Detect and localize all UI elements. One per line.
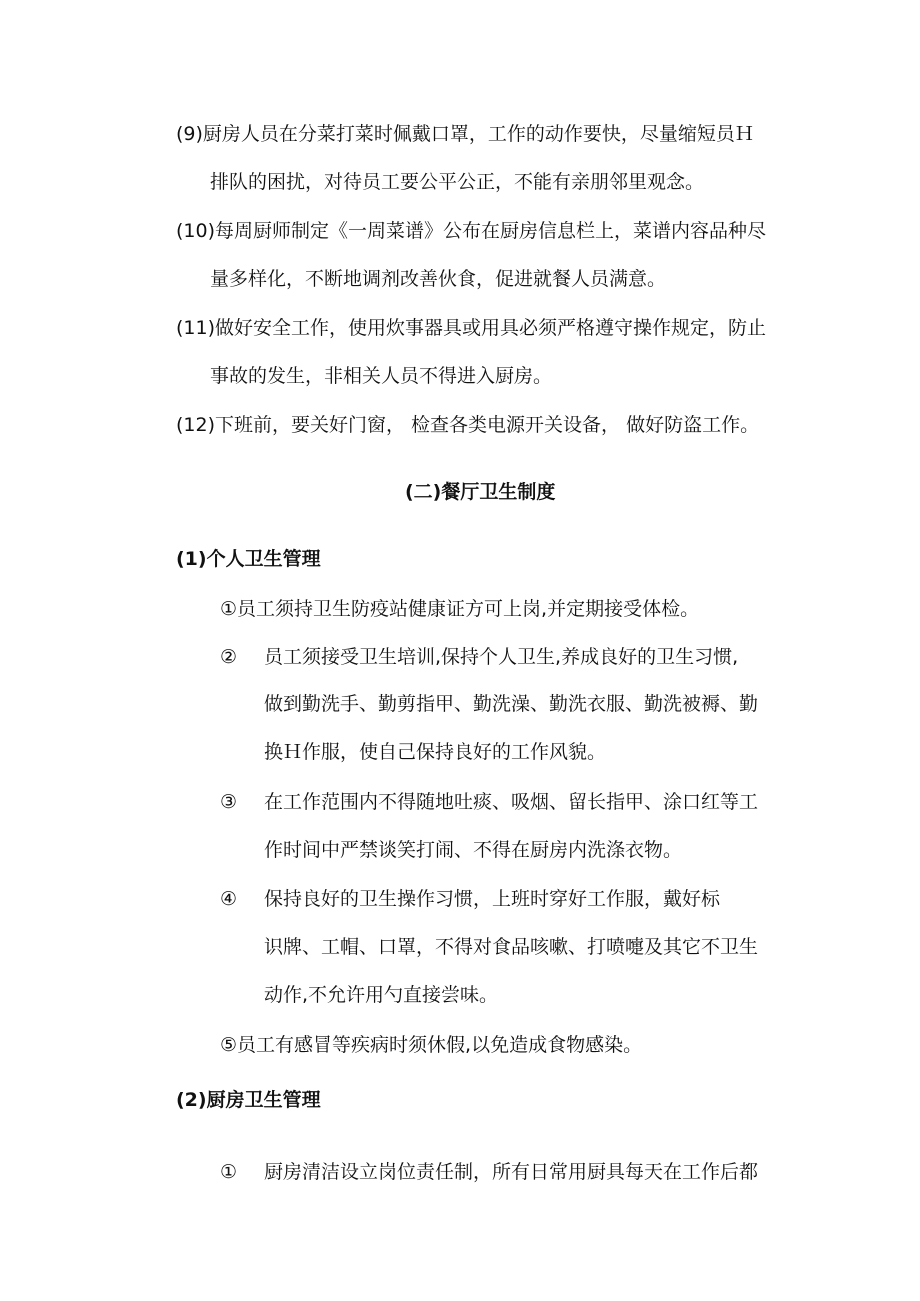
- paragraph-item-11-line-2: 事故的发生，非相关人员不得进入厨房。: [210, 365, 553, 387]
- kitchen-item-1-marker: ①: [220, 1161, 238, 1183]
- personal-item-4-marker: ④: [220, 888, 238, 910]
- personal-item-2-line-1: 员工须接受卫生培训,保持个人卫生,养成良好的卫生习惯,: [264, 646, 739, 668]
- personal-item-2-marker: ②: [220, 646, 238, 668]
- section-title: (二)餐厅卫生制度: [405, 481, 556, 503]
- kitchen-hygiene-heading: (2)厨房卫生管理: [176, 1089, 321, 1111]
- personal-item-1: ①员工须持卫生防疫站健康证方可上岗,并定期接受体检。: [220, 598, 700, 620]
- paragraph-item-10-line-2: 量多样化，不断地调剂改善伙食，促进就餐人员满意。: [210, 268, 667, 290]
- paragraph-item-12-line-1: (12)下班前，要关好门窗， 检查各类电源开关设备， 做好防盗工作。: [176, 414, 760, 436]
- personal-item-2-line-3: 换Ｈ作服，使自己保持良好的工作风貌。: [264, 741, 607, 763]
- personal-item-5: ⑤员工有感冒等疾病时须休假,以免造成食物感染。: [220, 1034, 643, 1056]
- personal-item-3-line-2: 作时间中严禁谈笑打闹、不得在厨房内洗涤衣物。: [264, 839, 683, 861]
- personal-item-4-line-1: 保持良好的卫生操作习惯，上班时穿好工作服，戴好标: [264, 888, 721, 910]
- paragraph-item-11-line-1: (11)做好安全工作，使用炊事器具或用具必须严格遵守操作规定，防止: [176, 317, 767, 339]
- personal-item-3-marker: ③: [220, 791, 238, 813]
- personal-item-4-line-3: 动作,不允许用勺直接尝味。: [264, 984, 499, 1006]
- personal-item-2-line-2: 做到勤洗手、勤剪指甲、勤洗澡、勤洗衣服、勤洗被褥、勤: [264, 693, 759, 715]
- personal-item-4-line-2: 识牌、工帽、口罩，不得对食品咳嗽、打喷嚏及其它不卫生: [264, 936, 759, 958]
- personal-hygiene-heading: (1)个人卫生管理: [176, 548, 321, 570]
- paragraph-item-9-line-1: (9)厨房人员在分菜打菜时佩戴口罩，工作的动作要快，尽量缩短员Ｈ: [176, 123, 754, 145]
- paragraph-item-10-line-1: (10)每周厨师制定《一周菜谱》公布在厨房信息栏上，菜谱内容品种尽: [176, 220, 767, 242]
- personal-item-3-line-1: 在工作范围内不得随地吐痰、吸烟、留长指甲、涂口红等工: [264, 791, 759, 813]
- paragraph-item-9-line-2: 排队的困扰，对待员工要公平公正，不能有亲朋邻里观念。: [210, 171, 705, 193]
- kitchen-item-1-line-1: 厨房清洁设立岗位责任制，所有日常用厨具每天在工作后都: [264, 1161, 759, 1183]
